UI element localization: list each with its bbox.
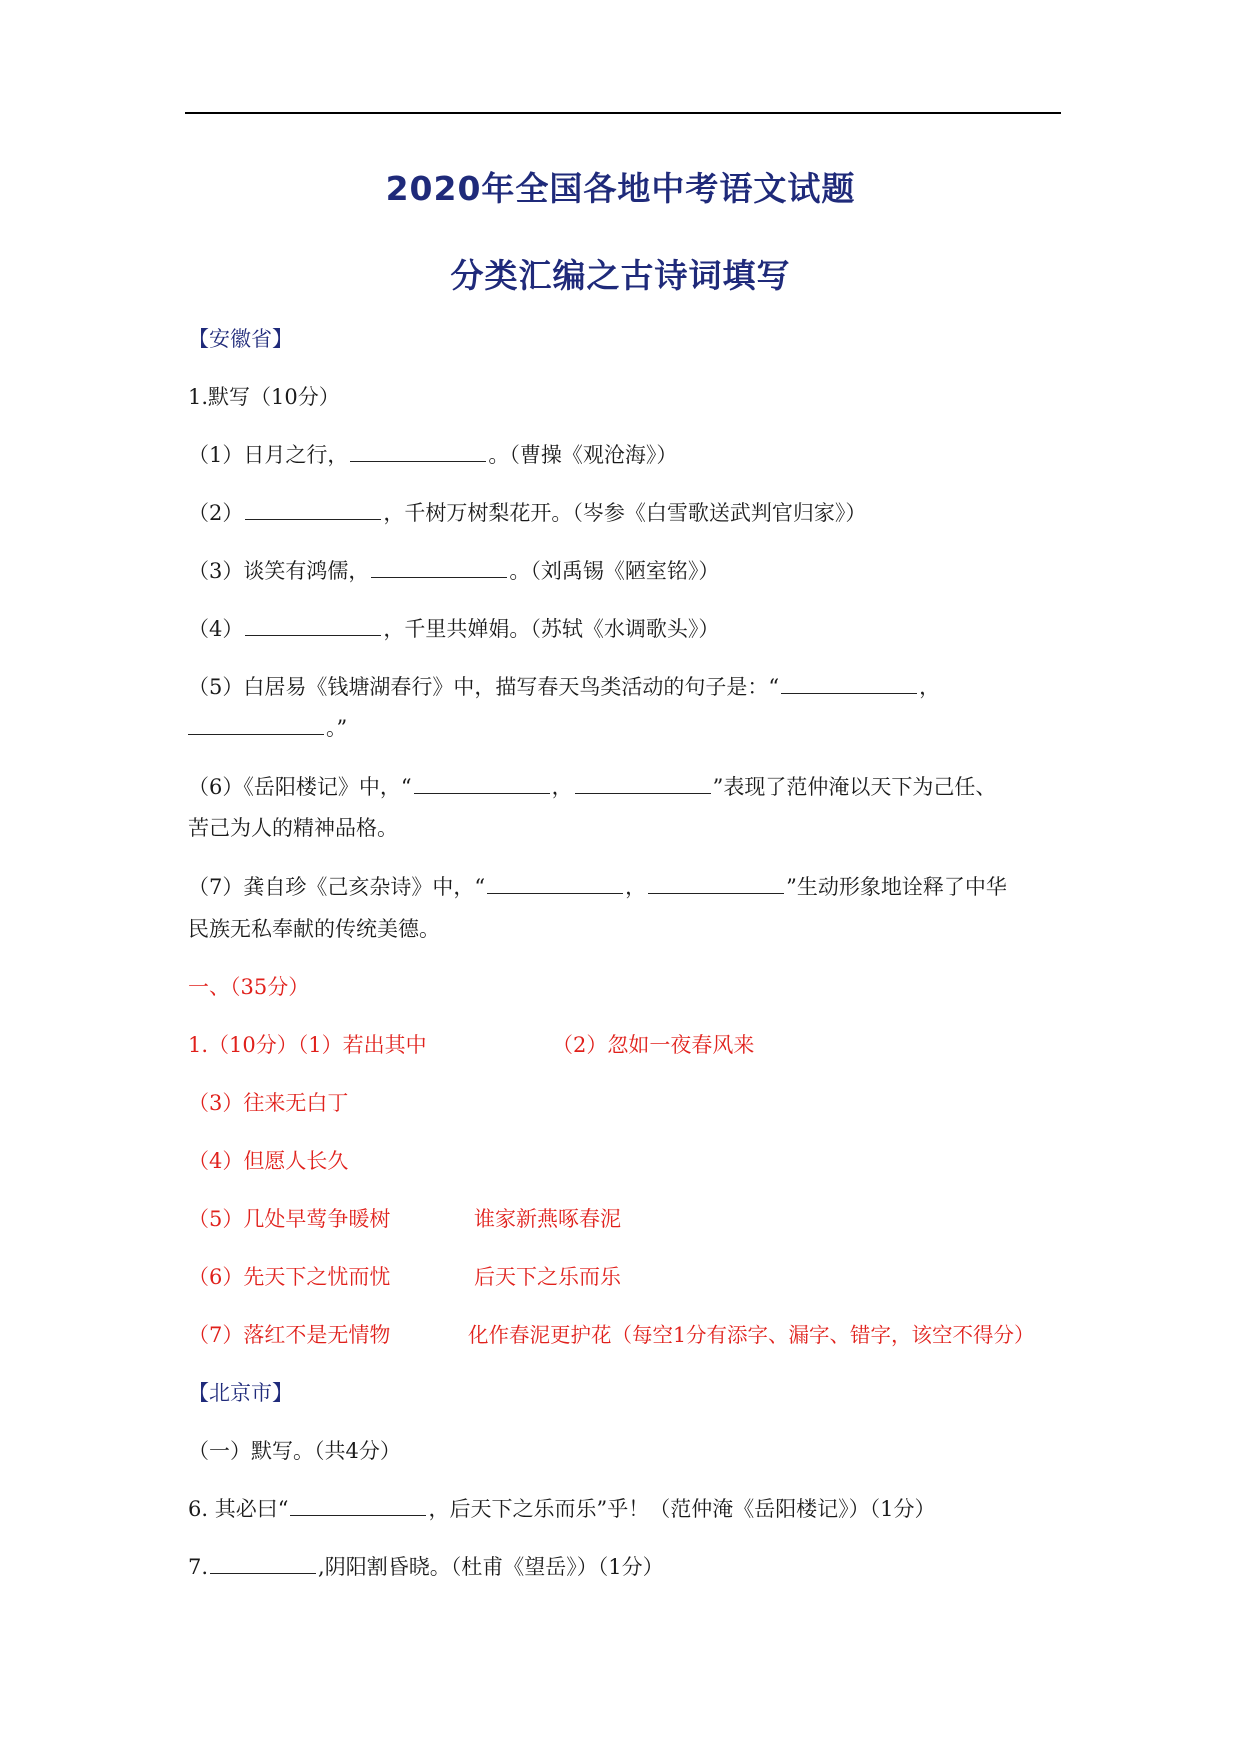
beijing-subheading: （一）默写。（共4分）: [188, 1439, 401, 1463]
section-anhui: 【安徽省】: [188, 327, 293, 351]
question-1-item-7-cont: 民族无私奉献的传统美德。: [188, 917, 440, 941]
header-rule: [185, 112, 1061, 114]
question-6: [188, 1494, 1068, 1524]
question-1-item-5-cont: [188, 713, 1068, 743]
answer-blank: [188, 714, 324, 735]
answer-row-7: [188, 1320, 1068, 1350]
answer-blank: [210, 1553, 316, 1574]
question-1-item-7: [188, 872, 1068, 902]
answer-row-6: [188, 1262, 1068, 1292]
answer-blank: [781, 673, 917, 694]
item-text: （2）: [188, 501, 244, 525]
item-text: （1）日月之行，: [188, 443, 349, 467]
item-text: ，: [625, 875, 647, 899]
item-text: （3）谈笑有鸿儒，: [188, 559, 370, 583]
question-7: [188, 1552, 1068, 1582]
item-text: ”表现了范仲淹以天下为己任、: [712, 775, 997, 799]
item-text: ，: [551, 775, 573, 799]
answer-text: 1.（10分）（1）若出其中: [188, 1033, 427, 1057]
answer-row-4: （4）但愿人长久: [188, 1149, 349, 1173]
answer-row-1: [188, 1030, 1068, 1060]
item-text: 。”: [326, 716, 348, 740]
item-text: 6. 其必曰“: [188, 1497, 289, 1521]
question-1-item-1: [188, 440, 1068, 470]
question-1-item-6: [188, 772, 1068, 802]
answer-text: （2）忽如一夜春风来: [552, 1033, 755, 1057]
item-text: （5）白居易《钱塘湖春行》中，描写春天鸟类活动的句子是：“: [188, 675, 780, 699]
answer-text: （6）先天下之忧而忧: [188, 1265, 391, 1289]
item-text: 7.: [188, 1555, 209, 1579]
answer-blank: [290, 1495, 426, 1516]
item-text: ，千里共婵娟。（苏轼《水调歌头》）: [383, 617, 720, 641]
answer-blank: [414, 773, 550, 794]
page-title-line2: 分类汇编之古诗词填写: [450, 256, 791, 295]
item-text: ，千树万树梨花开。（岑参《白雪歌送武判官归家》）: [383, 501, 867, 525]
question-1-item-6-cont: 苦己为人的精神品格。: [188, 816, 398, 840]
answer-text: （5）几处早莺争暖树: [188, 1207, 391, 1231]
item-text: ，后天下之乐而乐”乎！（范仲淹《岳阳楼记》）（1分）: [428, 1497, 936, 1521]
answer-blank: [575, 773, 711, 794]
question-1-heading: 1.默写（10分）: [188, 385, 340, 409]
item-text: （6）《岳阳楼记》中，“: [188, 775, 412, 799]
answer-blank: [648, 873, 784, 894]
page-title-line1: 2020年全国各地中考语文试题: [385, 169, 856, 208]
item-text: ”生动形象地诠释了中华: [786, 875, 1007, 899]
answer-text: 后天下之乐而乐: [474, 1265, 621, 1289]
answer-blank: [350, 441, 486, 462]
item-text: 。（曹操《观沧海》）: [488, 443, 678, 467]
answer-row-3: （3）往来无白丁: [188, 1091, 349, 1115]
answers-heading: 一、（35分）: [188, 975, 310, 999]
question-1-item-2: [188, 498, 1068, 528]
question-1-item-3: [188, 556, 1068, 586]
answer-row-5: [188, 1204, 1068, 1234]
item-text: ，: [919, 675, 941, 699]
item-text: （7）龚自珍《己亥杂诗》中，“: [188, 875, 486, 899]
answer-blank: [245, 615, 381, 636]
answer-text: （7）落红不是无情物: [188, 1323, 391, 1347]
question-1-item-4: [188, 614, 1068, 644]
answer-blank: [371, 557, 507, 578]
answer-blank: [245, 499, 381, 520]
answer-text: 化作春泥更护花（每空1分有添字、漏字、错字，该空不得分）: [468, 1323, 1035, 1347]
answer-blank: [487, 873, 623, 894]
item-text: ,阴阳割昏晓。（杜甫《望岳》）（1分）: [318, 1555, 664, 1579]
section-beijing: 【北京市】: [188, 1381, 293, 1405]
answer-text: 谁家新燕啄春泥: [474, 1207, 621, 1231]
item-text: 。（刘禹锡《陋室铭》）: [509, 559, 720, 583]
question-1-item-5: [188, 672, 1068, 702]
item-text: （4）: [188, 617, 244, 641]
